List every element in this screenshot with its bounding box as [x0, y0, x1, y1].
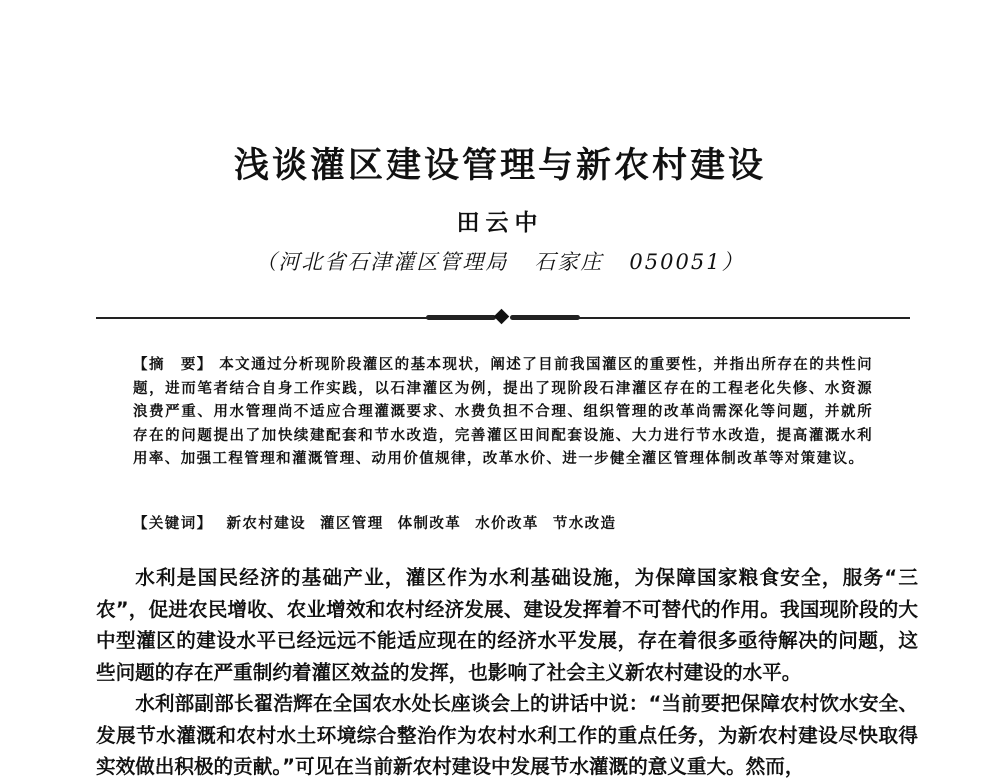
- body-paragraph: 水利部副部长翟浩辉在全国农水处长座谈会上的讲话中说：“当前要把保障农村饮水安全、发展节水灌溉和农村水土环境综合整治作为农村水利工作的重点任务，为新农村建设尽快取得实效做出积极的贡献。”可见在当前新农村建设中发展节水灌溉的意义重大。然而，: [96, 692, 918, 778]
- keyword-item: 体制改革: [397, 515, 462, 532]
- affiliation-city: 石家庄: [534, 250, 604, 274]
- paper-title: 浅谈灌区建设管理与新农村建设: [233, 146, 766, 186]
- keyword-item: 灌区管理: [320, 515, 384, 532]
- affiliation: [0, 246, 1000, 276]
- affiliation-org: （河北省石津灌区管理局: [255, 250, 509, 274]
- affiliation-postcode: 050051）: [629, 250, 745, 274]
- abstract: [133, 353, 873, 471]
- keywords-label: 【关键词】: [133, 515, 213, 532]
- keywords: [133, 512, 873, 535]
- divider-diamond-icon: [494, 309, 510, 325]
- divider-line-right: [532, 317, 910, 319]
- keyword-item: 节水改造: [552, 515, 617, 532]
- body-paragraph: 水利是国民经济的基础产业，灌区作为水利基础设施，为保障国家粮食安全，服务“三农”，促进农民增收、农业增效和农村经济发展、建设发挥着不可替代的作用。我国现阶段的大中型灌区的建设水平已经远远不能适应现在的经济水平发展，存在着很多亟待解决的问题，这些问题的存在严重制约着灌区效益的发挥，也影响了社会主义新农村建设的水平。: [96, 566, 918, 684]
- abstract-label: 【摘 要】: [133, 356, 213, 373]
- divider-taper-left: [426, 315, 496, 320]
- author-name: 田云中: [456, 209, 544, 236]
- keyword-item: 新农村建设: [226, 515, 306, 532]
- divider-line-left: [96, 317, 474, 319]
- ornamental-divider: [96, 310, 910, 326]
- keyword-item: 水价改革: [475, 515, 539, 532]
- body-text: [96, 562, 918, 783]
- abstract-text: 本文通过分析现阶段灌区的基本现状，阐述了目前我国灌区的重要性，并指出所存在的共性问题，进而笔者结合自身工作实践，以石津灌区为例，提出了现阶段石津灌区存在的工程老化失修、水资源浪费严重、用水管理尚不适应合理灌溉要求、水费负担不合理、组织管理的改革尚需深化等问题，并就所存在的问题提出了加快续建配套和节水改造，完善灌区田间配套设施、大力进行节水改造，提高灌溉水利用率、加强工程管理和灌溉管理、动用价值规律，改革水价、进一步健全灌区管理体制改革等对策建议。: [133, 356, 873, 467]
